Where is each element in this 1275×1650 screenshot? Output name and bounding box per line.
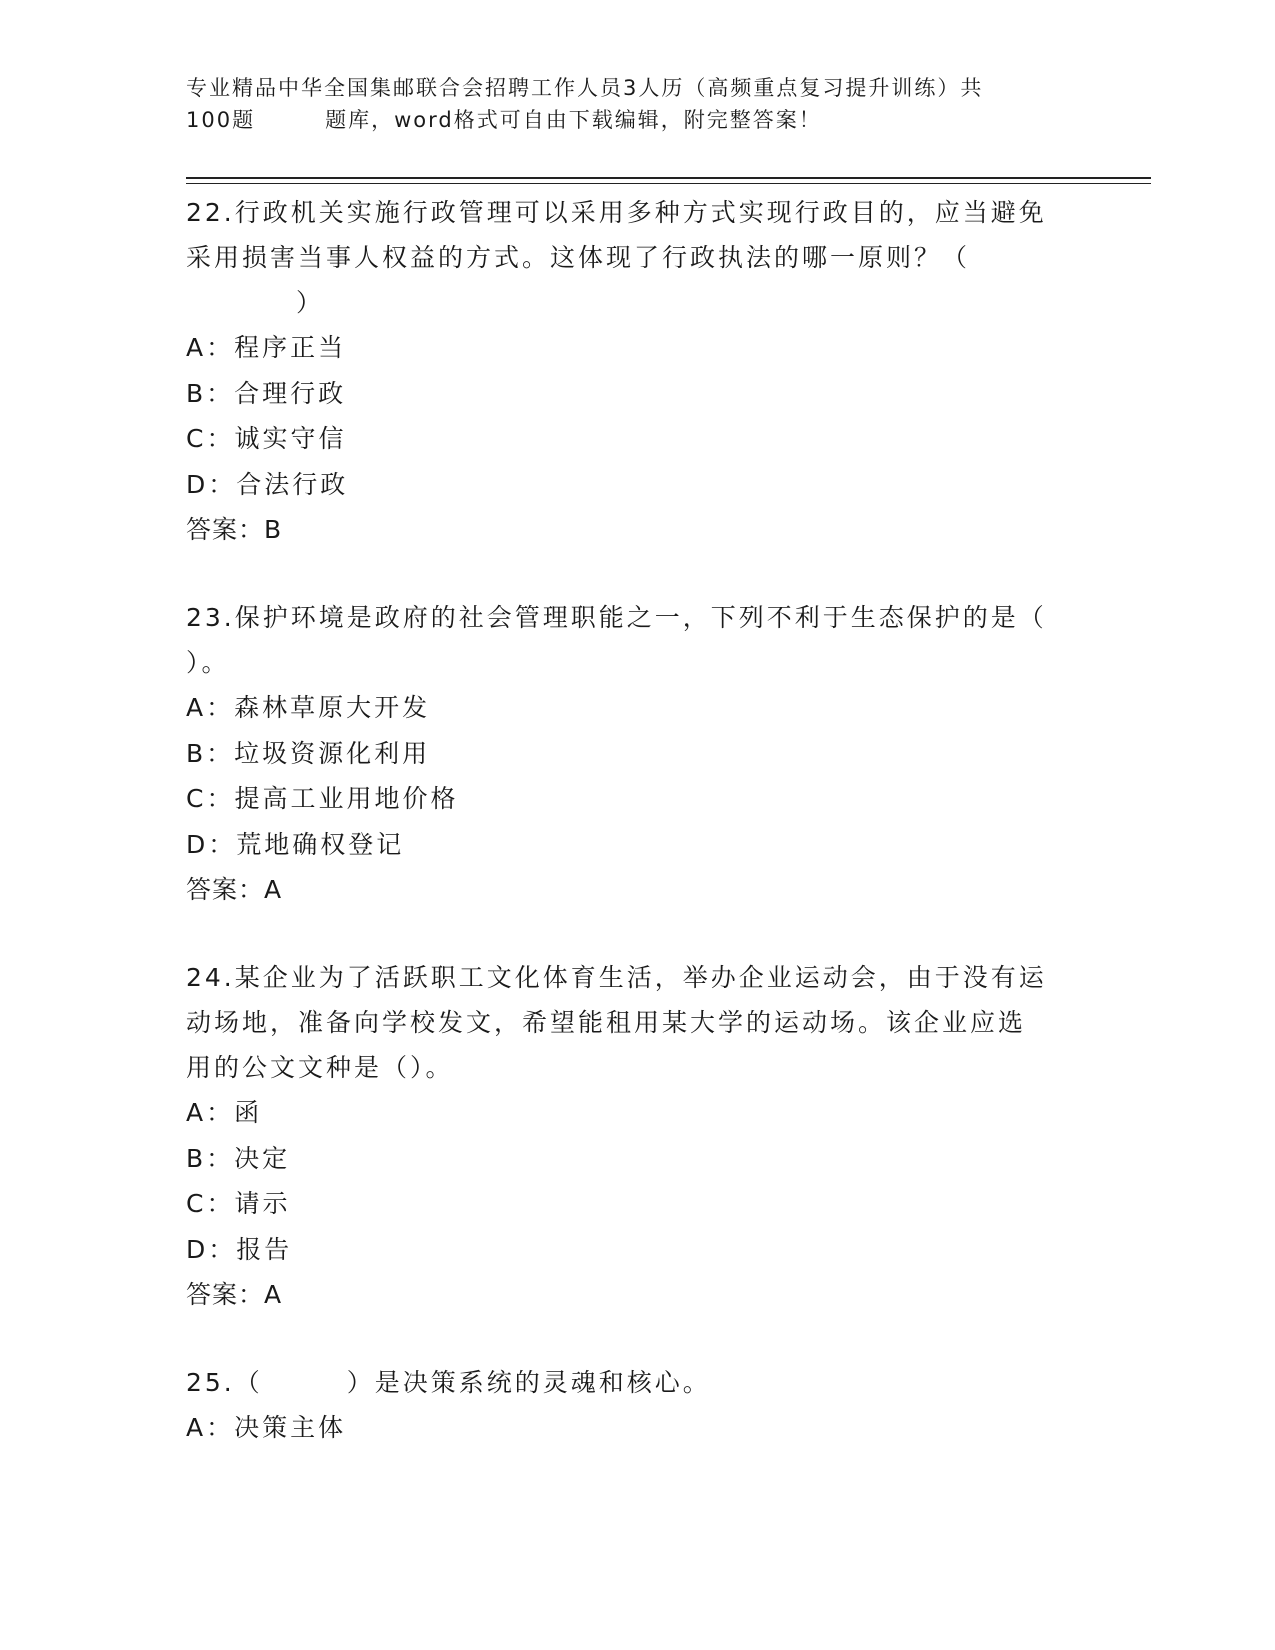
option-a: A：函 xyxy=(186,1098,263,1127)
header-line-2a: 100题 xyxy=(186,108,256,132)
option-c: C：提高工业用地价格 xyxy=(186,784,459,813)
question-stem: 22.行政机关实施行政管理可以采用多种方式实现行政目的，应当避免 采用损害当事人权益的方式。这体现了行政执法的哪一原则？（ ） xyxy=(186,198,1047,317)
option-b: B：合理行政 xyxy=(186,378,347,408)
question-stem: 24.某企业为了活跃职工文化体育生活，举办企业运动会，由于没有运 动场地，准备向学校发文，希望能租用某大学的运动场。该企业应选 用的公文文种是（）。 xyxy=(186,963,1047,1082)
option-d: D：报告 xyxy=(186,1234,293,1264)
question-23 xyxy=(186,595,1086,913)
header-line-2b: 题库，word格式可自由下载编辑，附完整答案！ xyxy=(325,108,822,132)
question-22 xyxy=(186,190,1086,553)
option-d: D：合法行政 xyxy=(186,469,349,499)
header-line-1: 专业精品中华全国集邮联合会招聘工作人员3人历（高频重点复习提升训练）共 xyxy=(186,76,984,100)
option-a: A：决策主体 xyxy=(186,1413,347,1442)
option-c: C：请示 xyxy=(186,1189,291,1218)
question-list xyxy=(186,190,1086,1451)
header-rule-thick xyxy=(186,177,1151,179)
document-header xyxy=(186,72,1066,136)
question-25 xyxy=(186,1360,1086,1451)
answer: 答案：B xyxy=(186,515,283,544)
option-b: B：垃圾资源化利用 xyxy=(186,738,431,768)
question-stem: 23.保护环境是政府的社会管理职能之一，下列不利于生态保护的是（ ）。 xyxy=(186,603,1047,677)
header-rule-thin xyxy=(186,183,1151,184)
option-d: D：荒地确权登记 xyxy=(186,829,405,859)
option-c: C：诚实守信 xyxy=(186,424,347,453)
question-stem: 25.（ ）是决策系统的灵魂和核心。 xyxy=(186,1368,711,1397)
option-a: A：森林草原大开发 xyxy=(186,693,431,722)
answer: 答案：A xyxy=(186,1280,283,1309)
option-a: A：程序正当 xyxy=(186,333,347,362)
answer: 答案：A xyxy=(186,875,283,904)
question-24 xyxy=(186,955,1086,1318)
option-b: B：决定 xyxy=(186,1143,291,1173)
